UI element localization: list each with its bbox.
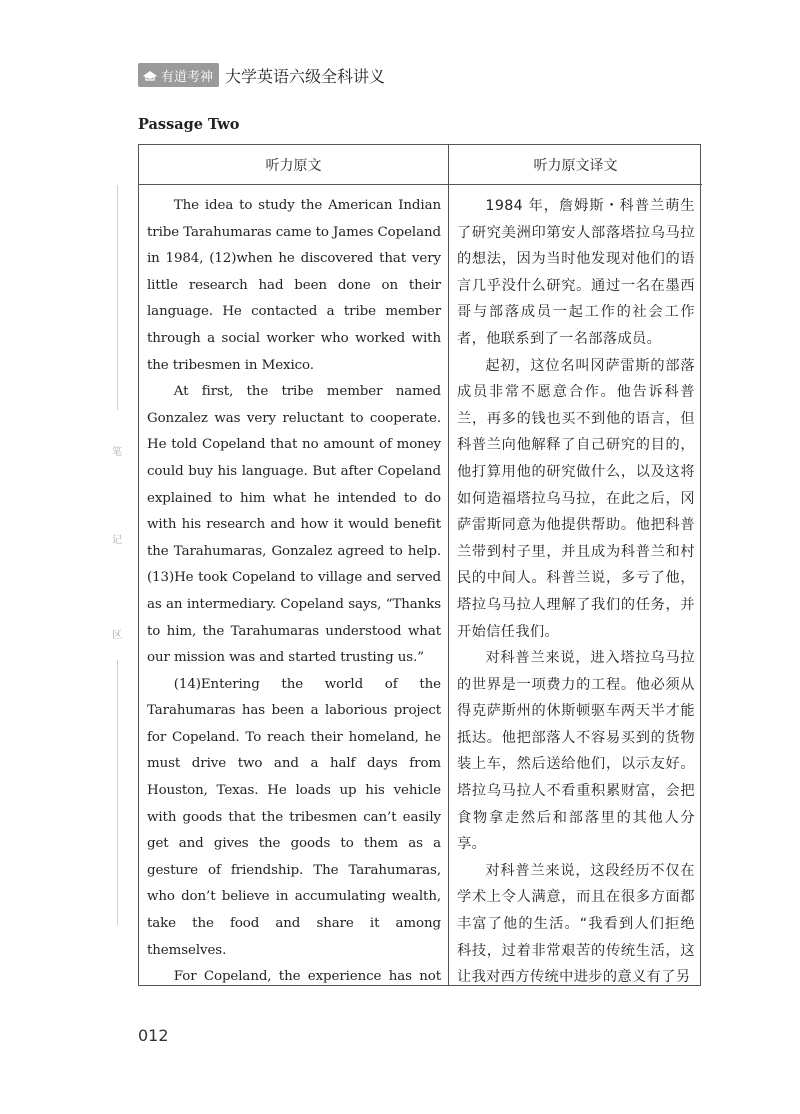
section-title: Passage Two [138, 116, 240, 133]
page-number: 012 [138, 1026, 169, 1045]
english-paragraph: (14)Entering the world of the Tarahumaras has been a laborious project for Copeland. To reach their homeland, he must drive two and a half days from Houston, Texas. He loads up his vehicle with goods that the tribesmen can’t easily get and gives the goods to them as a gesture of friendship. The Tarahumaras, who don’t believe in accumulating wealth, take the food and share it among themselves. [147, 676, 441, 958]
margin-note-char: 区 [112, 630, 122, 641]
chinese-paragraph: 对科普兰来说，进入塔拉乌马拉的世界是一项费力的工程。他必须从得克萨斯州的休斯顿驱车两天半才能抵达。他把部落人不容易买到的货物装上车，然后送给他们，以示友好。塔拉乌马拉人不看重积累财富，会把食物拿走然后和部落里的其他人分享。 [457, 650, 695, 853]
english-transcript [139, 185, 449, 985]
margin-divider [117, 660, 118, 925]
chinese-translation [449, 185, 702, 985]
brand-logo [138, 63, 219, 87]
col-header-translation: 听力原文译文 [449, 145, 702, 185]
logo-text: 有道考神 [161, 69, 214, 85]
english-paragraph: At first, the tribe member named Gonzalez was very reluctant to cooperate. He told Copeland that no amount of money could buy his language. But after Copeland explained to him what he intended to do with his research and how it would benefit the Tarahumaras, Gonzalez agreed to help. (13)He took Copeland to village and served as an intermediary. Copeland says, “Thanks to him, the Tarahumaras understood what our mission was and started trusting us.” [147, 384, 441, 666]
transcript-table [138, 144, 701, 986]
margin-note-char: 笔 [112, 447, 122, 458]
margin-note-char: 记 [112, 535, 122, 546]
english-paragraph: For Copeland, the experience has not [173, 969, 441, 985]
col-header-original: 听力原文 [139, 145, 449, 185]
chinese-paragraph: 起初，这位名叫冈萨雷斯的部落成员非常不愿意合作。他告诉科普兰，再多的钱也买不到他的语言，但科普兰向他解释了自己研究的目的，他打算用他的研究做什么，以及这将如何造福塔拉乌马拉，在此之后，冈萨雷斯同意为他提供帮助。他把科普兰带到村子里，并且成为科普兰和村民的中间人。科普兰说，多亏了他，塔拉乌马拉人理解了我们的任务，并开始信任我们。 [457, 357, 695, 640]
page-header [138, 62, 385, 88]
chinese-paragraph: 对科普兰来说，这段经历不仅在学术上令人满意，而且在很多方面都丰富了他的生活。“我看到人们拒绝科技，过着非常艰苦的传统生活，这让我对西方传统中进步的意义有了另 [457, 862, 695, 985]
english-paragraph: The idea to study the American Indian tribe Tarahumaras came to James Copeland in 1984, (12)when he discovered that very little research had been done on their language. He contacted a tribe member through a social worker who worked with the tribesmen in Mexico. [147, 198, 441, 373]
margin-divider [117, 185, 118, 410]
cap-icon [142, 69, 158, 81]
chinese-paragraph: 1984 年，詹姆斯・科普兰萌生了研究美洲印第安人部落塔拉乌马拉的想法，因为当时他发现对他们的语言几乎没什么研究。通过一名在墨西哥与部落成员一起工作的社会工作者，他联系到了一名部落成员。 [457, 198, 695, 347]
book-title: 大学英语六级全科讲义 [225, 66, 386, 86]
